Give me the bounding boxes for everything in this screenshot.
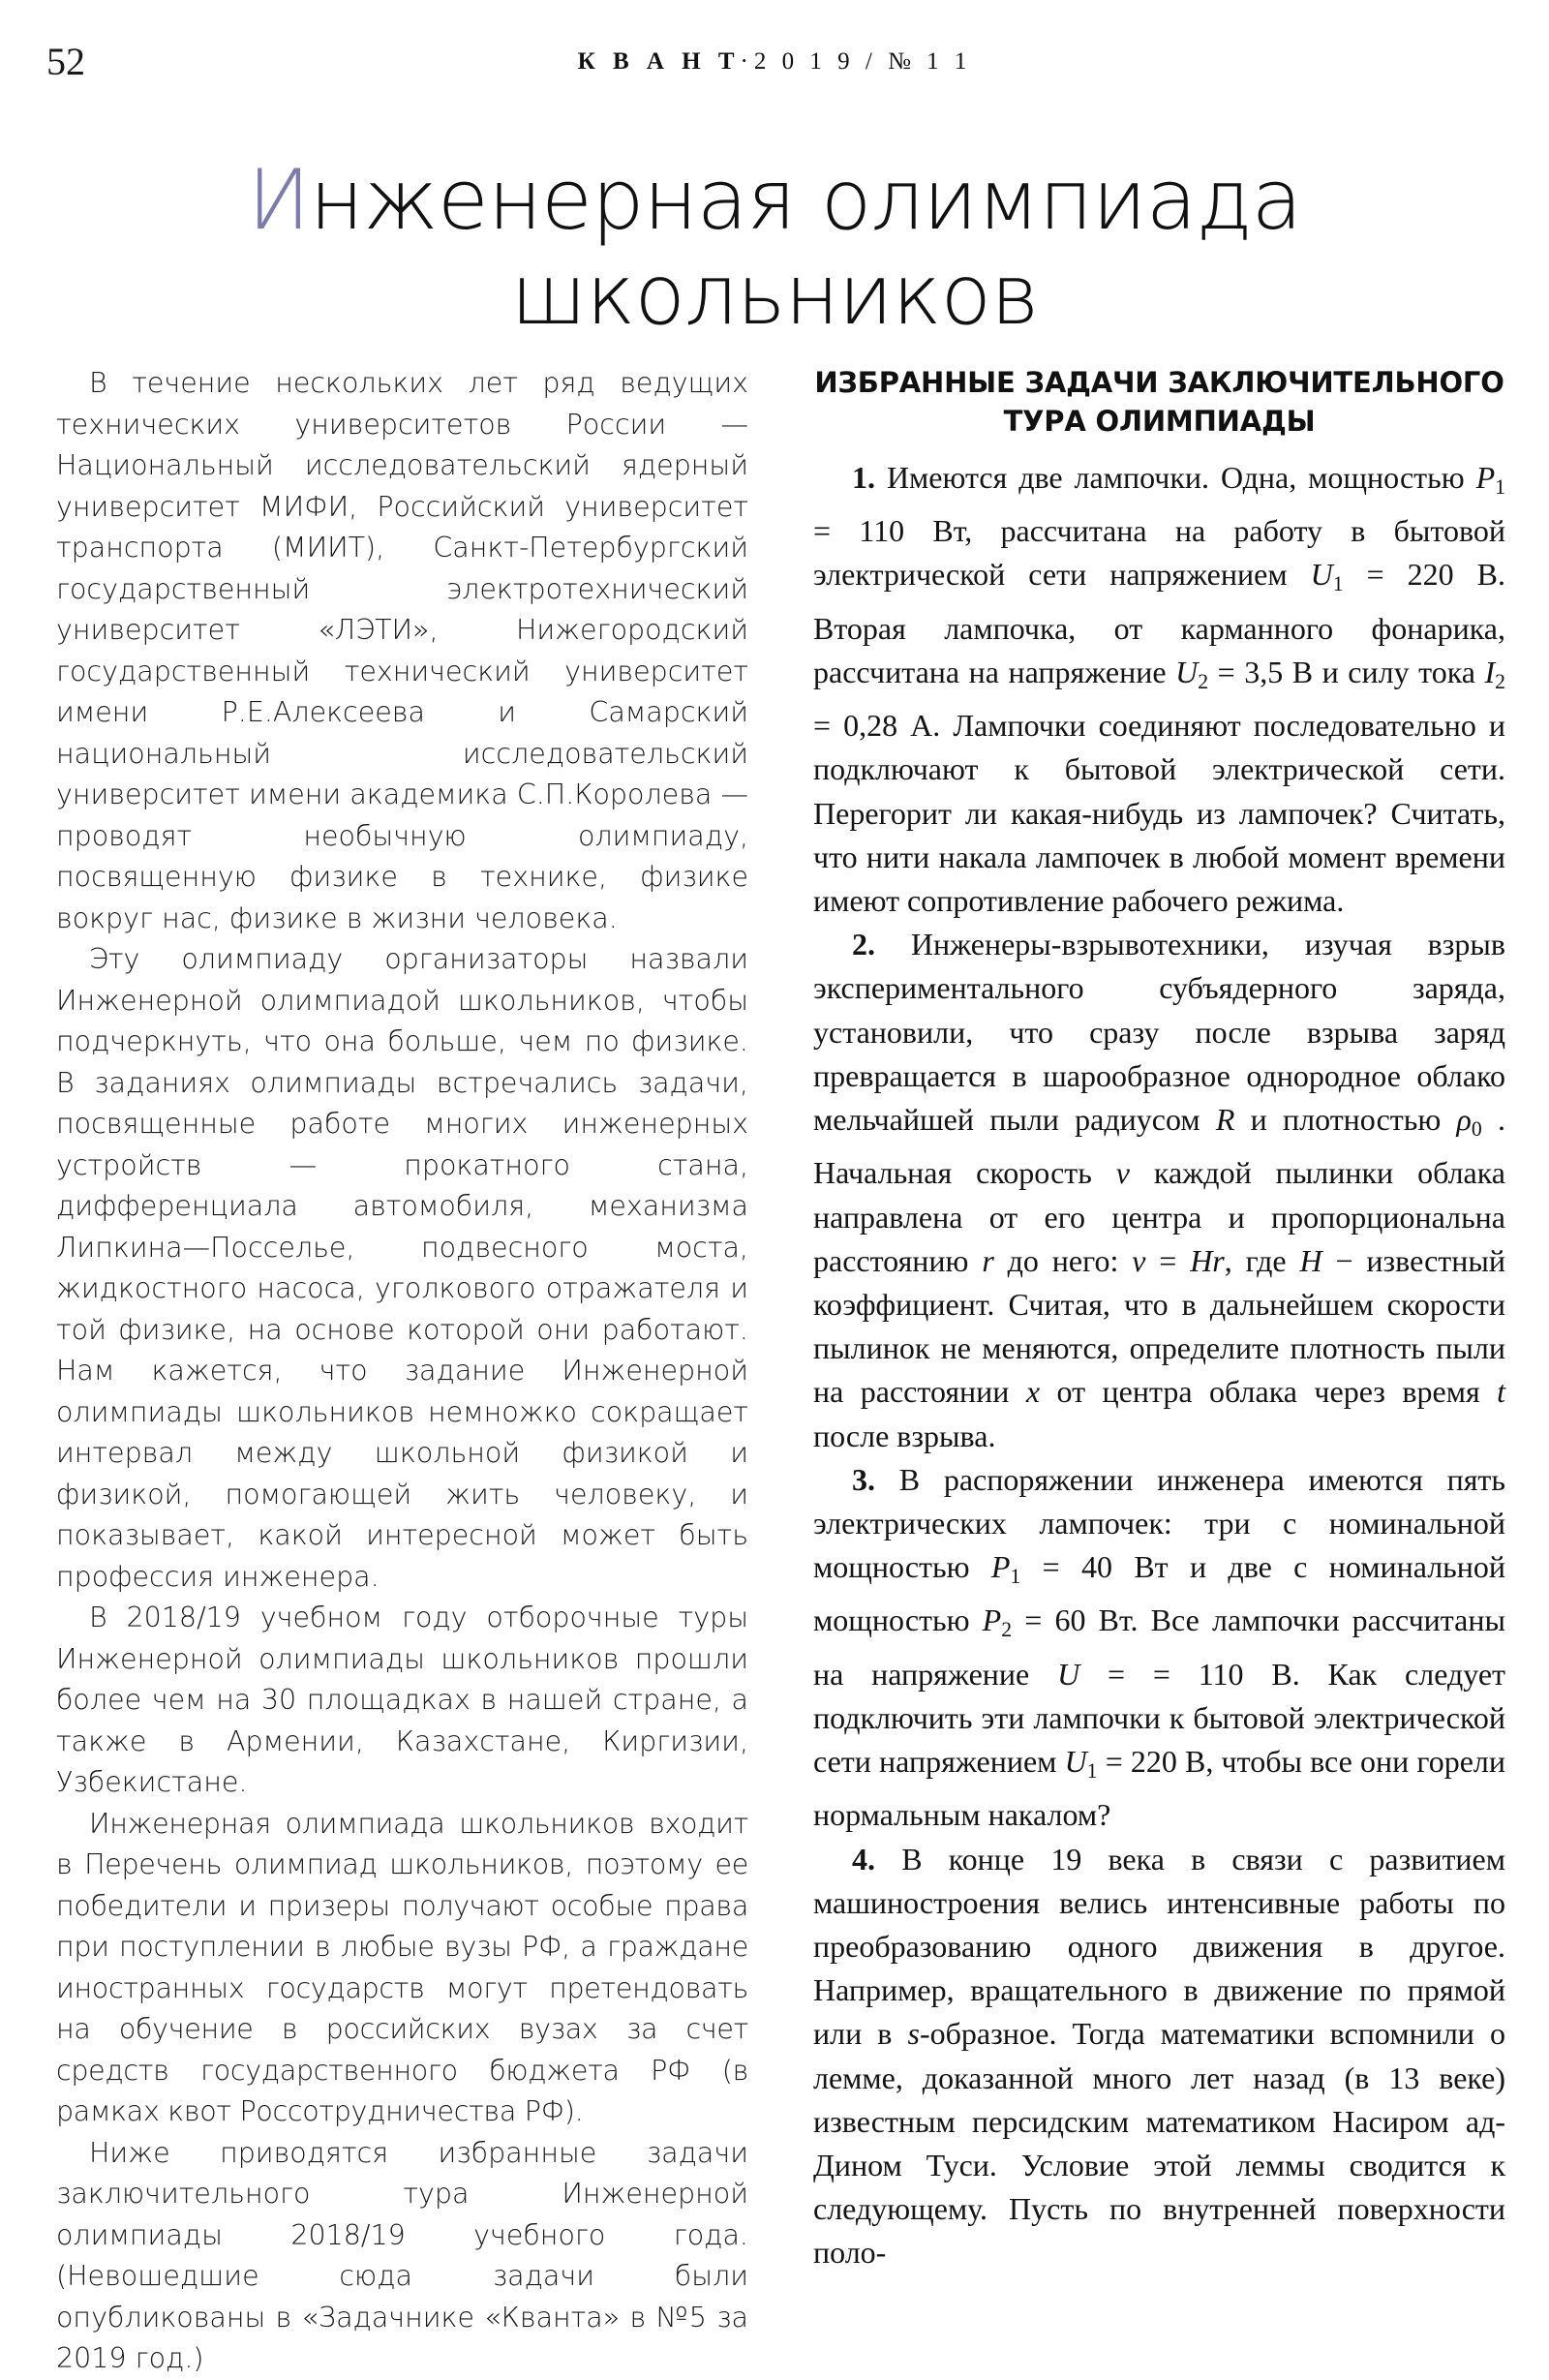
- problem-number: 2.: [852, 927, 911, 962]
- math-variable: v: [1132, 1242, 1146, 1278]
- problem-item: [813, 923, 1505, 1458]
- problem-text: после взрыва.: [813, 1418, 996, 1453]
- math-subscript: 1: [1495, 475, 1506, 500]
- problem-text: В распоряжении инженера имеются пять электрических лампочек: три с номинальной мощностью: [813, 1461, 1506, 1585]
- problem-text: = 220: [1097, 1744, 1177, 1780]
- problem-item: [813, 1838, 1505, 2275]
- problem-text: = 0,28: [813, 708, 898, 744]
- math-variable: Hr: [1190, 1242, 1225, 1278]
- intro-paragraph: Инженерная олимпиада школьников входит в Перечень олимпиад школьников, поэтому ее победители и призеры получают особые права при поступлении в любые вузы РФ, а граждане иностранных государств могут претендовать на обучение в российских вузах за счет средств государственного бюджета РФ (в рамках квот Россотрудничества РФ).: [56, 1807, 748, 2127]
- problem-text: А. Лампочки соединяют последовательно и подключают к бытовой электрической сети. Перегорит ли какая-нибудь из лампочек? Считать, что нити накала лампочек в любой момент времени имеют сопротивление рабочего режима.: [813, 708, 1506, 919]
- math-variable: U: [1057, 1656, 1080, 1692]
- math-variable: x: [1025, 1374, 1041, 1410]
- title-line1-rest: нженерная олимпиада: [309, 151, 1302, 249]
- problem-text: Инженеры-взрывотехники, изучая взрыв экспериментального субъядерного заряда, установили, что сразу после взрыва заряд превращается в шарообразное однородное облако мельчайшей пыли радиусом: [813, 927, 1506, 1138]
- problem-text: = 220 В. Вторая лампочка, от карманного фонарика, рассчитана на напряжение: [813, 557, 1506, 689]
- problem-number: 4.: [852, 1841, 902, 1877]
- journal-separator: ·: [740, 48, 754, 75]
- running-head: [0, 40, 1549, 83]
- math-variable: R: [1215, 1102, 1235, 1138]
- article-title: [0, 153, 1549, 343]
- math-subscript: 2: [1198, 670, 1209, 694]
- problem-text: = 60 Вт. Все лампочки рассчитаны на напряжение: [813, 1602, 1505, 1692]
- intro-paragraph: Ниже приводятся избранные задачи заключительного тура Инженерной олимпиады 2018/19 учебного года. (Невошедшие сюда задачи были опубликованы в «Задачнике «Кванта» в №5 за 2019 год.): [56, 2136, 748, 2374]
- problem-text: до него:: [993, 1242, 1133, 1278]
- problem-text: В. Как следует подключить эти лампочки к бытовой электрической сети напряжением: [813, 1656, 1506, 1780]
- problems-column: [813, 363, 1506, 2271]
- journal-name: К В А Н Т: [577, 48, 741, 75]
- math-variable: P: [990, 1549, 1011, 1585]
- problem-item: [813, 456, 1505, 923]
- math-variable: t: [1497, 1374, 1506, 1410]
- intro-column: [56, 363, 748, 2374]
- math-variable: r: [982, 1242, 994, 1278]
- problem-text: − известный коэффициент. Считая, что в дальнейшем скорости пылинок не меняются, определите плотность пыли на расстоянии: [813, 1242, 1506, 1410]
- problem-text: каждой пылинки облака направлена от его центра и пропорциональна расстоянию: [813, 1155, 1506, 1278]
- problem-text: Имеются две лампочки. Одна, мощностью: [886, 460, 1476, 495]
- problem-text: В и силу тока: [1283, 654, 1485, 689]
- problem-text: от центра облака через время: [1040, 1374, 1498, 1410]
- problem-text: В конце 19 века в связи с развитием машиностроения велись интенсивные работы по преобразованию одного движения в другое. Например, вращательного в движение по прямой или в: [813, 1841, 1506, 2052]
- problem-number: 3.: [852, 1461, 899, 1497]
- body-columns: [0, 363, 1549, 2374]
- math-variable: P: [1475, 460, 1496, 495]
- math-variable: v: [1115, 1155, 1130, 1191]
- math-subscript: 1: [1086, 1759, 1098, 1784]
- problem-text: = = 110: [1079, 1656, 1244, 1692]
- intro-paragraph: В 2018/19 учебном году отборочные туры Инженерной олимпиады школьников прошли более чем на 30 площадках в нашей стране, а также в Армении, Казахстане, Киргизии, Узбекистане.: [56, 1602, 748, 1798]
- math-variable: P: [982, 1602, 1002, 1638]
- problem-text: Вт, рассчитана на работу в бытовой электрической сети напряжением: [813, 513, 1506, 593]
- title-drop-cap: И: [247, 151, 310, 249]
- math-greek-variable: ρ: [1456, 1102, 1472, 1138]
- heading-line-2: ТУРА ОЛИМПИАДЫ: [1003, 405, 1316, 438]
- math-subscript: 2: [1495, 670, 1506, 694]
- problem-item: [813, 1458, 1505, 1838]
- math-variable: H: [1299, 1242, 1322, 1278]
- intro-paragraph: Эту олимпиаду организаторы назвали Инженерной олимпиадой школьников, чтобы подчеркнуть, что она больше, чем по физике. В заданиях олимпиады встречались задачи, посвященные работе многих инженерных устройств — прокатного стана, дифференциала автомобиля, механизма Липкина—Посселье, подвесного моста, жидкостного насоса, уголкового отражателя и той физике, на основе которой они работают. Нам кажется, что задание Инженерной олимпиады школьников немножко сокращает интервал между школьной физикой и физикой, помогающей жить человеку, и показывает, какой интересной может быть профессия инженера.: [56, 943, 748, 1593]
- page-number: 52: [46, 40, 85, 83]
- problem-text: В, чтобы все они горели нормальным накалом?: [813, 1744, 1506, 1833]
- problem-text: , где: [1224, 1242, 1300, 1278]
- math-variable: U: [1175, 654, 1199, 689]
- problem-text: =: [1145, 1242, 1191, 1278]
- problem-text: . Начальная скорость: [813, 1102, 1506, 1191]
- math-subscript: 1: [1010, 1565, 1021, 1589]
- math-subscript: 0: [1471, 1117, 1482, 1142]
- journal-issue: 2 0 1 9 / № 1 1: [753, 48, 972, 75]
- math-variable: s: [907, 2016, 920, 2052]
- math-subscript: 2: [1001, 1618, 1013, 1642]
- problem-text: -образное. Тогда математики вспомнили о лемме, доказанной много лет назад (в 13 веке) известным персидским математиком Насиром ад-Дином Туси. Условие этой леммы сводится к следующему. Пусть по внутренней поверхности поло-: [813, 2016, 1506, 2271]
- problem-text: и плотностью: [1234, 1102, 1457, 1138]
- heading-line-1: ИЗБРАННЫЕ ЗАДАЧИ ЗАКЛЮЧИТЕЛЬНОГО: [814, 366, 1504, 399]
- problem-text: = 3,5: [1208, 654, 1284, 689]
- problem-text: Вт и две с номинальной мощностью: [813, 1549, 1506, 1638]
- math-variable: U: [1064, 1744, 1087, 1780]
- problems-section-heading: [813, 363, 1505, 441]
- problem-number: 1.: [852, 460, 887, 495]
- math-variable: U: [1310, 557, 1333, 593]
- problem-text: = 110: [813, 513, 905, 549]
- journal-issue-line: [0, 46, 1549, 77]
- title-line2: школьников: [510, 246, 1039, 344]
- math-subscript: 1: [1332, 572, 1344, 596]
- math-variable: I: [1484, 654, 1496, 689]
- problem-text: = 40: [1020, 1549, 1112, 1585]
- intro-paragraph: В течение нескольких лет ряд ведущих технических университетов России — Национальный исследовательский ядерный университет МИФИ, Российский университет транспорта (МИИТ), Санкт-Петербургский государственный электротехнический университет «ЛЭТИ», Нижегородский государственный технический университет имени Р.Е.Алексеева и Самарский национальный исследовательский университет имени академика С.П.Королева — проводят необычную олимпиаду, посвященную физике в технике, физике вокруг нас, физике в жизни человека.: [56, 367, 748, 934]
